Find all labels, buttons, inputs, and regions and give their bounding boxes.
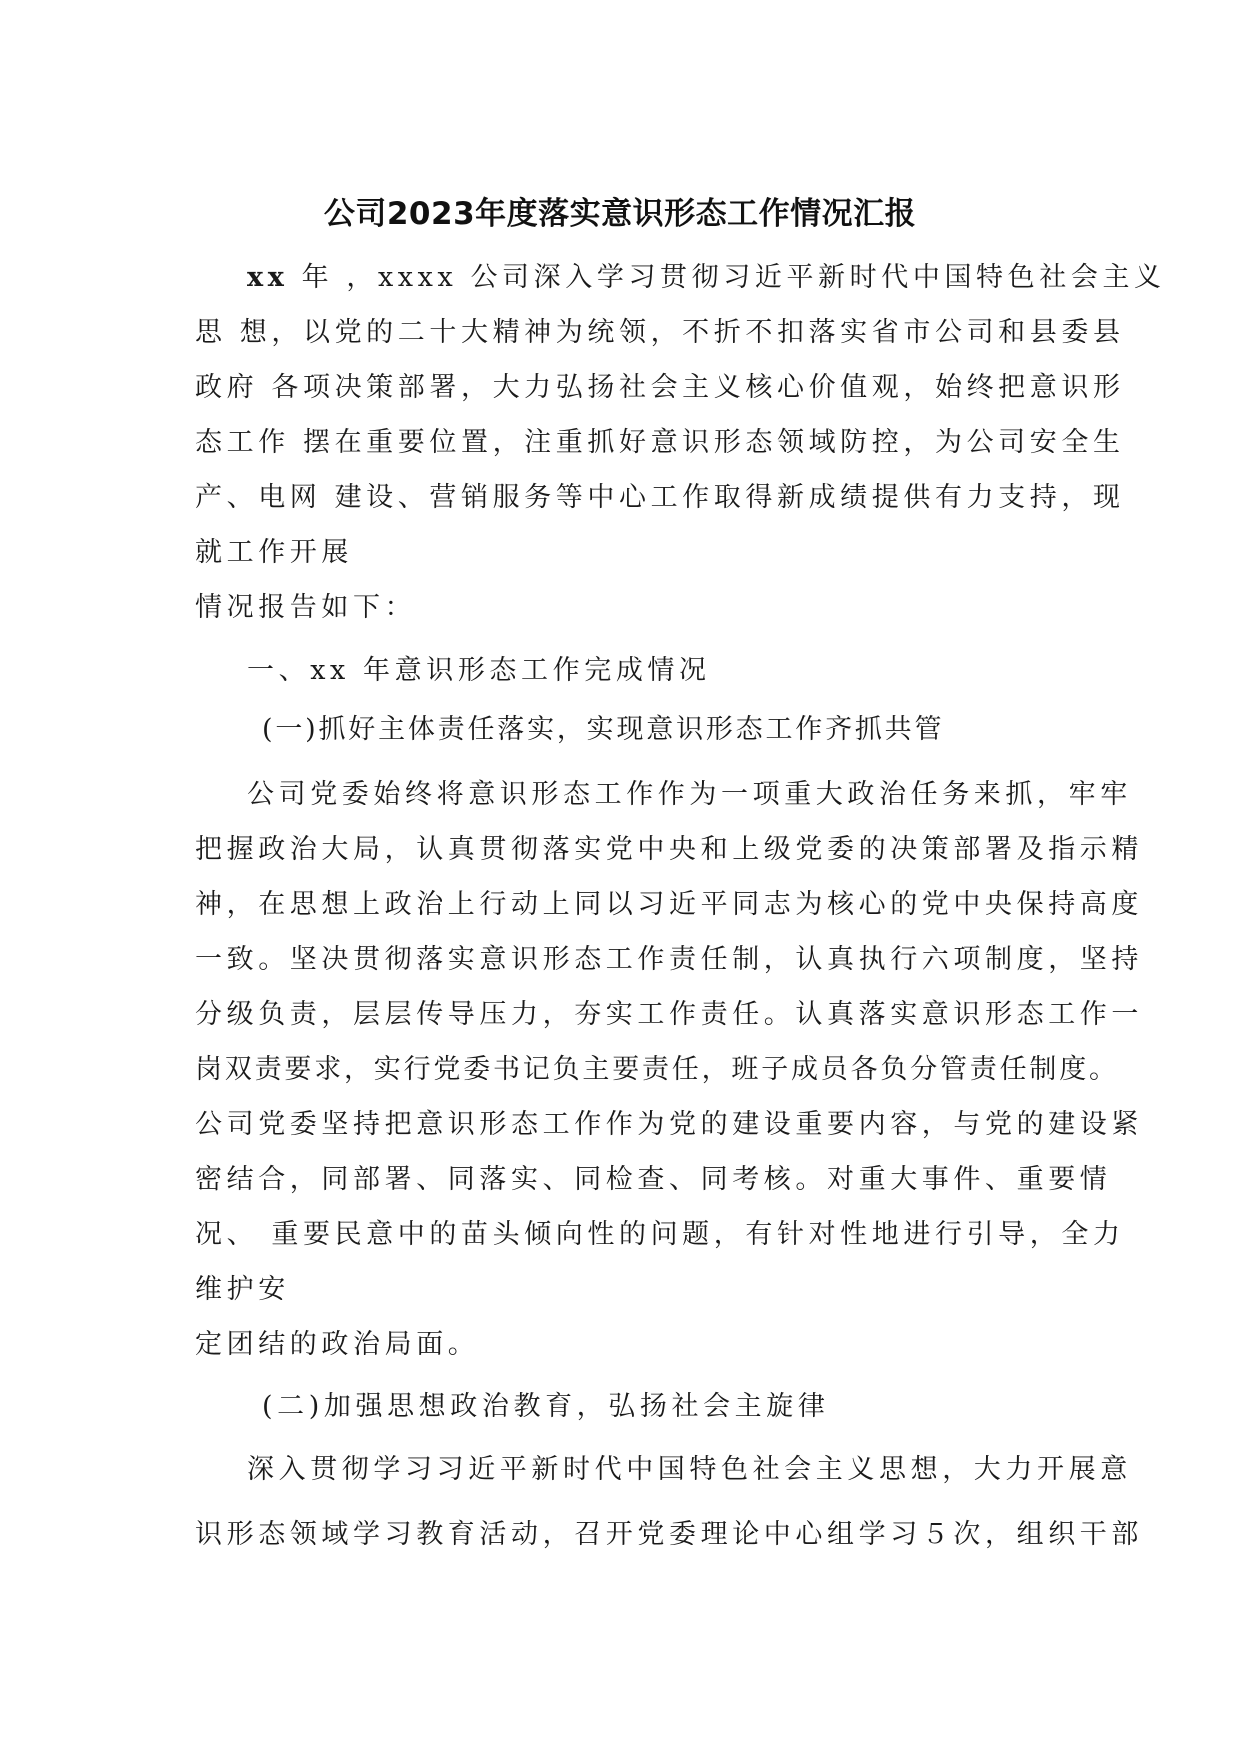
- section-1-heading: 一、xx 年意识形态工作完成情况: [247, 655, 711, 686]
- sub2-line-2: 识形态领域学习教育活动，召开党委理论中心组学习５次，组织干部: [195, 1519, 1143, 1550]
- sub1-line-10: 维护安: [195, 1274, 290, 1305]
- subsection-1-heading: (一)抓好主体责任落实，实现意识形态工作齐抓共管: [262, 714, 945, 745]
- sub1-line-5: 分级负责，层层传导压力，夯实工作责任。认真落实意识形态工作一: [195, 999, 1143, 1030]
- sub1-line-2: 把握政治大局，认真贯彻落实党中央和上级党委的决策部署及指示精: [195, 834, 1143, 865]
- sub1-line-7: 公司党委坚持把意识形态工作作为党的建设重要内容，与党的建设紧: [195, 1109, 1143, 1140]
- document-title: 公司2023年度落实意识形态工作情况汇报: [323, 196, 917, 232]
- intro-line-2: 思 想，以党的二十大精神为统领，不折不扣落实省市公司和县委县: [195, 317, 1125, 348]
- sub1-line-8: 密结合，同部署、同落实、同检查、同考核。对重大事件、重要情: [195, 1164, 1112, 1195]
- intro-line-5: 产、电网 建设、营销服务等中心工作取得新成绩提供有力支持，现: [195, 482, 1125, 513]
- intro-year-bold: xx: [247, 262, 289, 293]
- sub1-line-4: 一致。坚决贯彻落实意识形态工作责任制，认真执行六项制度，坚持: [195, 944, 1143, 975]
- sub1-line-9: 况、 重要民意中的苗头倾向性的问题，有针对性地进行引导，全力: [195, 1219, 1125, 1250]
- sub2-line-1: 深入贯彻学习习近平新时代中国特色社会主义思想，大力开展意: [247, 1454, 1132, 1485]
- intro-line-3: 政府 各项决策部署，大力弘扬社会主义核心价值观，始终把意识形: [195, 372, 1125, 403]
- sub1-line-3: 神，在思想上政治上行动上同以习近平同志为核心的党中央保持高度: [195, 889, 1143, 920]
- sub1-line-1: 公司党委始终将意识形态工作作为一项重大政治任务来抓，牢牢: [247, 779, 1132, 810]
- sub1-line-11: 定团结的政治局面。: [195, 1329, 480, 1360]
- sub1-line-6: 岗双责要求，实行党委书记负主要责任，班子成员各负分管责任制度。: [195, 1054, 1119, 1085]
- intro-line-7: 情况报告如下：: [195, 592, 417, 623]
- intro-line-1: [247, 258, 1166, 298]
- intro-line-6: 就工作开展: [195, 537, 353, 568]
- subsection-2-heading: (二)加强思想政治教育，弘扬社会主旋律: [262, 1391, 830, 1422]
- intro-line-4: 态工作 摆在重要位置，注重抓好意识形态领域防控，为公司安全生: [195, 427, 1125, 458]
- intro-line-1-text: 年 ，xxxx 公司深入学习贯彻习近平新时代中国特色社会主义: [288, 262, 1166, 293]
